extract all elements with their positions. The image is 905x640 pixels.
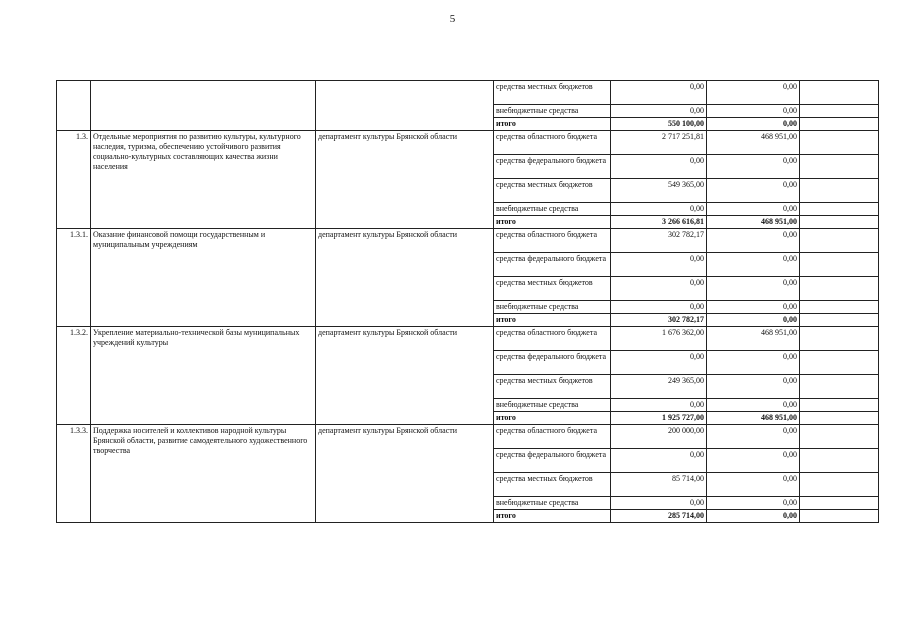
funding-source: средства федерального бюджета: [494, 253, 611, 277]
amount-cell: 468 951,00: [707, 327, 800, 351]
empty-cell: [800, 473, 879, 497]
funding-source: средства местных бюджетов: [494, 179, 611, 203]
amount-cell: 0,00: [611, 105, 707, 118]
funding-source: средства местных бюджетов: [494, 277, 611, 301]
empty-cell: [800, 253, 879, 277]
amount-cell: 0,00: [707, 301, 800, 314]
amount-cell: 0,00: [611, 155, 707, 179]
table-row: [57, 81, 879, 105]
funding-source: внебюджетные средства: [494, 301, 611, 314]
executor: департамент культуры Брянской области: [316, 425, 494, 523]
amount-cell: 0,00: [707, 425, 800, 449]
funding-source: средства местных бюджетов: [494, 81, 611, 105]
funding-source: внебюджетные средства: [494, 497, 611, 510]
measure-name: Оказание финансовой помощи государственным и муниципальным учреждениям: [91, 229, 316, 327]
empty-cell: [800, 412, 879, 425]
empty-cell: [800, 131, 879, 155]
amount-cell: 1 676 362,00: [611, 327, 707, 351]
amount-cell: 1 925 727,00: [611, 412, 707, 425]
empty-cell: [800, 229, 879, 253]
amount-cell: 0,00: [707, 473, 800, 497]
funding-source: средства федерального бюджета: [494, 449, 611, 473]
amount-cell: 0,00: [707, 118, 800, 131]
empty-cell: [800, 399, 879, 412]
funding-source: средства федерального бюджета: [494, 155, 611, 179]
amount-cell: 0,00: [707, 179, 800, 203]
empty-cell: [800, 351, 879, 375]
amount-cell: 0,00: [611, 81, 707, 105]
measure-name: Укрепление материально-технической базы муниципальных учреждений культуры: [91, 327, 316, 425]
amount-cell: 550 100,00: [611, 118, 707, 131]
amount-cell: 549 365,00: [611, 179, 707, 203]
funding-source: итого: [494, 314, 611, 327]
empty-cell: [800, 118, 879, 131]
funding-source: внебюджетные средства: [494, 203, 611, 216]
funding-source: средства областного бюджета: [494, 327, 611, 351]
measure-name: Поддержка носителей и коллективов народной культуры Брянской области, развитие самодеятельного художественного творчества: [91, 425, 316, 523]
amount-cell: 0,00: [611, 253, 707, 277]
amount-cell: 468 951,00: [707, 216, 800, 229]
amount-cell: 0,00: [707, 81, 800, 105]
row-code: 1.3.2.: [57, 327, 91, 425]
page-number: 5: [449, 13, 456, 25]
executor: [316, 81, 494, 131]
funding-source: внебюджетные средства: [494, 105, 611, 118]
funding-source: средства областного бюджета: [494, 229, 611, 253]
empty-cell: [800, 277, 879, 301]
amount-cell: 0,00: [707, 253, 800, 277]
table-row: [57, 425, 879, 449]
amount-cell: 3 266 616,81: [611, 216, 707, 229]
funding-source: средства местных бюджетов: [494, 473, 611, 497]
funding-source: средства федерального бюджета: [494, 351, 611, 375]
executor: департамент культуры Брянской области: [316, 229, 494, 327]
funding-source: итого: [494, 216, 611, 229]
funding-source: итого: [494, 510, 611, 523]
row-code: 1.3.3.: [57, 425, 91, 523]
amount-cell: 468 951,00: [707, 412, 800, 425]
amount-cell: 0,00: [707, 105, 800, 118]
executor: департамент культуры Брянской области: [316, 327, 494, 425]
budget-table: [56, 80, 879, 523]
amount-cell: 302 782,17: [611, 314, 707, 327]
amount-cell: 0,00: [707, 155, 800, 179]
empty-cell: [800, 105, 879, 118]
empty-cell: [800, 449, 879, 473]
amount-cell: 249 365,00: [611, 375, 707, 399]
empty-cell: [800, 216, 879, 229]
amount-cell: 0,00: [707, 399, 800, 412]
empty-cell: [800, 155, 879, 179]
row-code: 1.3.1.: [57, 229, 91, 327]
executor: департамент культуры Брянской области: [316, 131, 494, 229]
amount-cell: 0,00: [611, 497, 707, 510]
empty-cell: [800, 301, 879, 314]
funding-source: итого: [494, 412, 611, 425]
amount-cell: 302 782,17: [611, 229, 707, 253]
funding-source: средства областного бюджета: [494, 425, 611, 449]
empty-cell: [800, 179, 879, 203]
empty-cell: [800, 375, 879, 399]
amount-cell: 0,00: [611, 277, 707, 301]
funding-source: средства областного бюджета: [494, 131, 611, 155]
amount-cell: 0,00: [707, 510, 800, 523]
amount-cell: 0,00: [707, 351, 800, 375]
empty-cell: [800, 203, 879, 216]
empty-cell: [800, 425, 879, 449]
amount-cell: 0,00: [611, 203, 707, 216]
amount-cell: 0,00: [707, 277, 800, 301]
amount-cell: 0,00: [707, 314, 800, 327]
measure-name: Отдельные мероприятия по развитию культуры, культурного наследия, туризма, обеспечению устойчивого развития социально-культурных составляющих качества жизни населения: [91, 131, 316, 229]
amount-cell: 0,00: [611, 351, 707, 375]
funding-source: итого: [494, 118, 611, 131]
amount-cell: 2 717 251,81: [611, 131, 707, 155]
funding-source: средства местных бюджетов: [494, 375, 611, 399]
table-row: [57, 327, 879, 351]
amount-cell: 468 951,00: [707, 131, 800, 155]
amount-cell: 200 000,00: [611, 425, 707, 449]
amount-cell: 0,00: [611, 301, 707, 314]
measure-name: [91, 81, 316, 131]
amount-cell: 0,00: [611, 399, 707, 412]
amount-cell: 0,00: [707, 375, 800, 399]
amount-cell: 0,00: [707, 449, 800, 473]
amount-cell: 285 714,00: [611, 510, 707, 523]
amount-cell: 0,00: [707, 203, 800, 216]
empty-cell: [800, 327, 879, 351]
empty-cell: [800, 497, 879, 510]
empty-cell: [800, 81, 879, 105]
funding-source: внебюджетные средства: [494, 399, 611, 412]
row-code: [57, 81, 91, 131]
amount-cell: 85 714,00: [611, 473, 707, 497]
empty-cell: [800, 314, 879, 327]
amount-cell: 0,00: [707, 497, 800, 510]
row-code: 1.3.: [57, 131, 91, 229]
table-row: [57, 131, 879, 155]
amount-cell: 0,00: [707, 229, 800, 253]
amount-cell: 0,00: [611, 449, 707, 473]
empty-cell: [800, 510, 879, 523]
table-row: [57, 229, 879, 253]
